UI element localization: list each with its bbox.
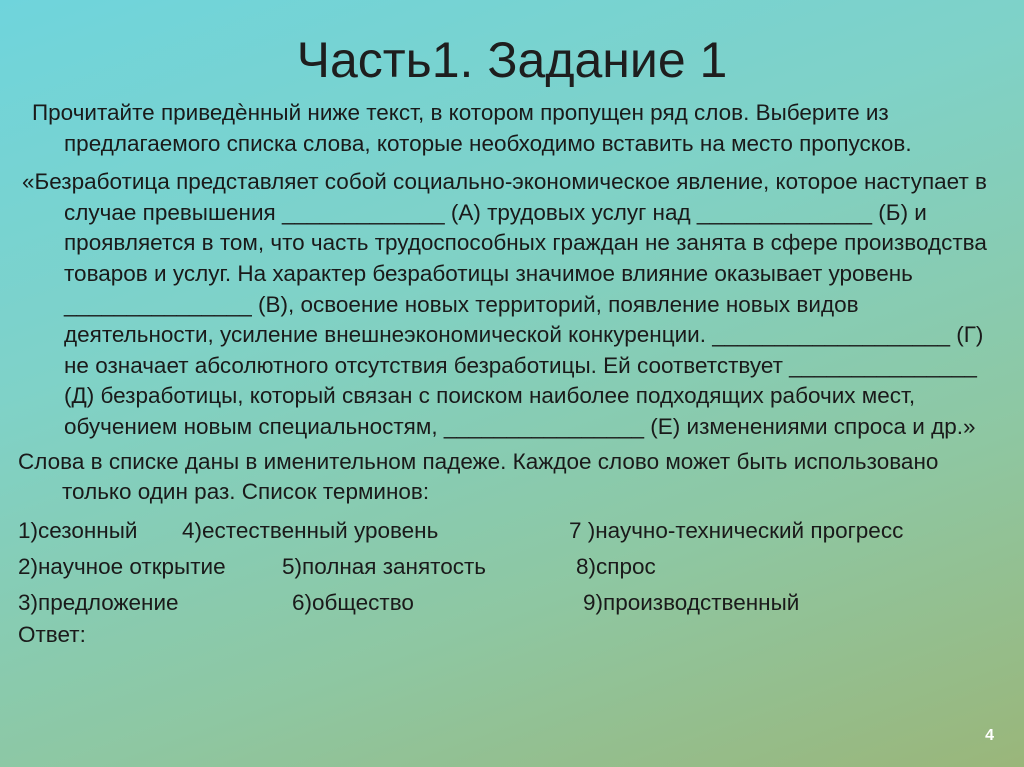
- term-item: 1)сезонный: [18, 517, 138, 543]
- task-instructions: Прочитайте приведѐнный ниже текст, в котором пропущен ряд слов. Выберите из предлагаемого списка слова, которые необходимо вставить на место пропусков.: [32, 100, 912, 156]
- page-number: 4: [985, 727, 994, 744]
- task-content: [18, 98, 1008, 652]
- term-item: 9)производственный: [583, 589, 800, 615]
- task-quote-text: «Безработица представляет собой социально-экономическое явление, которое наступает в случае превышения _____________ (А) трудовых услуг над ______________ (Б) и проявляется в том, что часть трудоспособных граждан не занята в сфере производства товаров и услуг. На характер безработицы значимое влияние оказывает уровень _______________ (В), освоение новых территорий, появление новых видов деятельности, усиление внешнеэкономической конкуренции. ___________________ (Г) не означает абсолютного отсутствия безработицы. Ей соответствует _______________ (Д) безработицы, который связан с поиском наиболее подходящих рабочих мест, обучением новым специальностям, ________________ (Е) изменениями спроса и др.»: [22, 169, 987, 439]
- term-item: 3)предложение: [18, 589, 179, 615]
- term-item: 7 )научно-технический прогресс: [569, 517, 904, 543]
- term-item: 4)естественный уровень: [182, 517, 439, 543]
- term-row-3: [18, 584, 1008, 620]
- term-row-2: [18, 548, 1008, 584]
- term-item: 5)полная занятость: [282, 553, 486, 579]
- term-item: 2)научное открытие: [18, 553, 226, 579]
- term-item: 6)общество: [292, 589, 414, 615]
- term-list-note: Слова в списке даны в именительном падеже. Каждое слово может быть использовано только один раз. Список терминов:: [18, 448, 939, 505]
- slide-title: Часть1. Задание 1: [296, 32, 728, 88]
- term-row-1: [18, 512, 1008, 548]
- answer-label: Ответ:: [18, 621, 86, 647]
- term-item: 8)спрос: [576, 553, 656, 579]
